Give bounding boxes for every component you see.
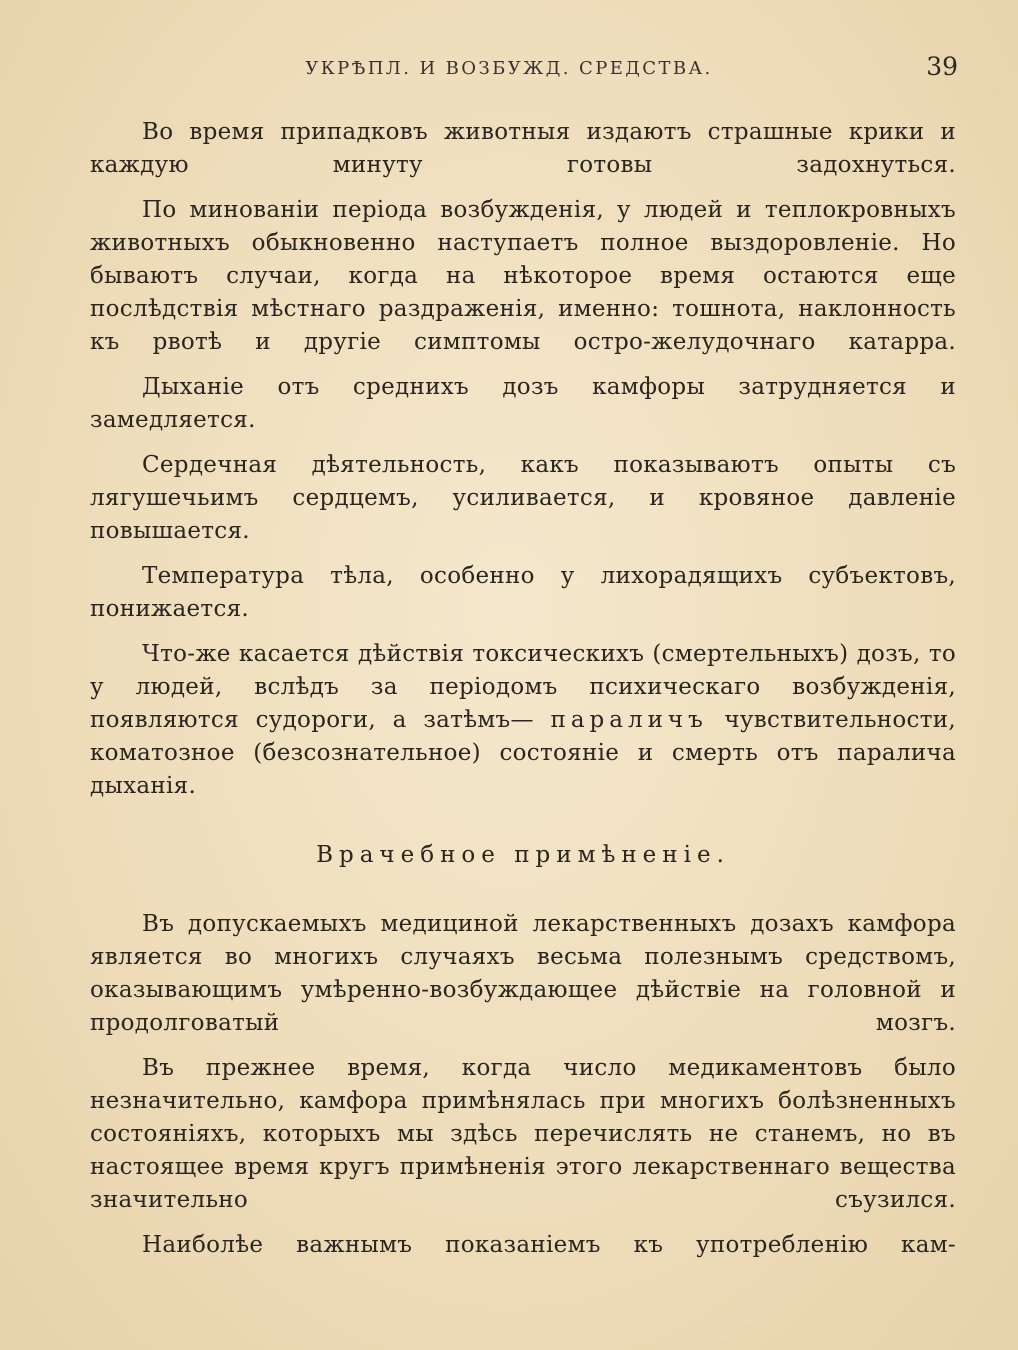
paragraph-seizures: Во время припадковъ животныя издаютъ страшные крики и каждую минуту готовы задохнуться. (90, 119, 956, 178)
running-title: УКРѢПЛ. И ВОЗБУЖД. СРЕДСТВА. (305, 58, 713, 79)
paragraph-heart: Сердечная дѣятельность, какъ показываютъ опыты съ лягушечьимъ сердцемъ, усиливается, и кровяное давленіе повышается. (90, 452, 956, 544)
toxic-text-part1: Что-же касается дѣйствія токсическихъ (смертельныхъ) дозъ, то у людей, вслѣдъ за періодомъ психическаго возбужденія, появляются судороги, а затѣмъ— (90, 641, 956, 733)
paragraph-medical-doses: Въ допускаемыхъ медициной лекарственныхъ дозахъ камфора является во многихъ случаяхъ весьма полезнымъ средствомъ, оказывающимъ умѣренно-возбуждающее дѣйствіе на головной и продолговатый мозгъ. (90, 911, 956, 1036)
text-block (90, 116, 956, 1274)
section-title: Врачебное примѣненіе. (316, 842, 730, 868)
paragraph-recovery: По минованіи періода возбужденія, у людей и теплокровныхъ животныхъ обыкновенно наступаетъ полное выздоровленіе. Но бываютъ случаи, когда на нѣкоторое время остаются еще послѣдствія мѣстнаго раздраженія, именно: тошнота, наклонность къ рвотѣ и другіе симптомы остро-желудочнаго катарра. (90, 197, 956, 355)
toxic-text-emphasis: параличъ (550, 707, 708, 733)
paragraph-main-indication: Наиболѣе важнымъ показаніемъ къ употребленію кам- (142, 1232, 956, 1258)
toxic-text-part2: чувствительности, коматозное (безсознательное) состояніе и смерть отъ паралича дыханія. (90, 707, 956, 799)
paragraph-breathing: Дыханіе отъ среднихъ дозъ камфоры затрудняется и замедляется. (90, 374, 956, 433)
paragraph-temperature: Температура тѣла, особенно у лихорадящихъ субъектовъ, понижается. (90, 563, 956, 622)
page-number: 39 (926, 52, 958, 81)
paragraph-historical-use: Въ прежнее время, когда число медикаментовъ было незначительно, камфора примѣнялась при многихъ болѣзненныхъ состояніяхъ, которыхъ мы здѣсь перечислять не станемъ, но въ настоящее время кругъ примѣненія этого лекарственнаго вещества значительно съузился. (90, 1055, 956, 1213)
paragraph-toxic-doses (90, 638, 956, 803)
running-head (0, 50, 1018, 86)
